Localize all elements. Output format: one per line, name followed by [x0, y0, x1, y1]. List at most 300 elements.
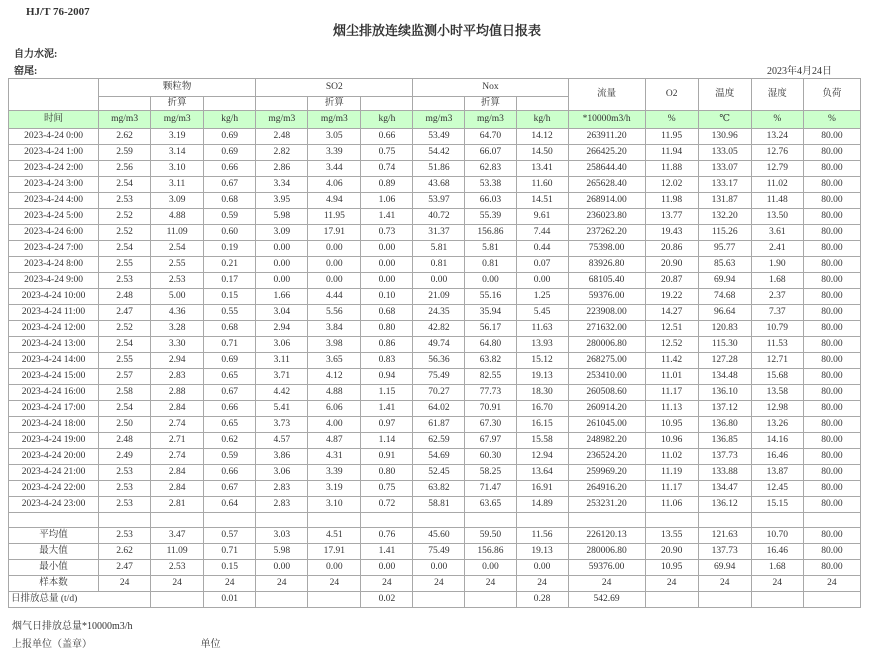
time-cell: 2023-4-24 22:00: [9, 481, 99, 497]
value-cell: 13.87: [751, 465, 803, 481]
value-cell: 2.83: [256, 481, 308, 497]
value-cell: 0.80: [361, 321, 413, 337]
value-cell: 0.62: [204, 433, 256, 449]
value-cell: 0.72: [361, 497, 413, 513]
value-cell: 0.00: [308, 560, 361, 576]
summary-label-cell: 样本数: [9, 576, 99, 592]
value-cell: 71.47: [465, 481, 516, 497]
value-cell: 0.69: [204, 145, 256, 161]
value-cell: 83926.80: [568, 257, 645, 273]
value-cell: 4.57: [256, 433, 308, 449]
value-cell: 80.00: [803, 257, 860, 273]
value-cell: 2.52: [99, 225, 151, 241]
value-cell: 80.00: [803, 497, 860, 513]
summary-label-cell: 最小值: [9, 560, 99, 576]
value-cell: 1.68: [751, 273, 803, 289]
value-cell: 271632.00: [568, 321, 645, 337]
blank-cell: [516, 97, 568, 111]
value-cell: 3.10: [151, 161, 204, 177]
value-cell: 13.58: [751, 385, 803, 401]
value-cell: 3.04: [256, 305, 308, 321]
value-cell: 64.80: [465, 337, 516, 353]
value-cell: 2.41: [751, 241, 803, 257]
value-cell: 11.17: [645, 481, 698, 497]
value-cell: 4.51: [308, 528, 361, 544]
value-cell: 0.86: [361, 337, 413, 353]
value-cell: 3.86: [256, 449, 308, 465]
data-row: [9, 321, 861, 337]
value-cell: 253231.20: [568, 497, 645, 513]
value-cell: 0.15: [204, 289, 256, 305]
value-cell: 0.55: [204, 305, 256, 321]
summary-label-cell: 最大值: [9, 544, 99, 560]
value-cell: 0.19: [204, 241, 256, 257]
value-cell: 2.94: [256, 321, 308, 337]
data-row: [9, 497, 861, 513]
value-cell: 11.19: [645, 465, 698, 481]
value-cell: 280006.80: [568, 544, 645, 560]
value-cell: 2.82: [256, 145, 308, 161]
data-row: [9, 337, 861, 353]
value-cell: 0.66: [204, 161, 256, 177]
value-cell: 11.09: [151, 544, 204, 560]
data-row: [9, 369, 861, 385]
value-cell: 0.67: [204, 481, 256, 497]
value-cell: 24: [204, 576, 256, 592]
value-cell: 2.59: [99, 145, 151, 161]
value-cell: 67.97: [465, 433, 516, 449]
value-cell: 4.12: [308, 369, 361, 385]
value-cell: 10.95: [645, 417, 698, 433]
value-cell: 2.84: [151, 481, 204, 497]
value-cell: 1.66: [256, 289, 308, 305]
value-cell: 3.44: [308, 161, 361, 177]
value-cell: 6.06: [308, 401, 361, 417]
value-cell: 7.37: [751, 305, 803, 321]
site-date-row: [8, 62, 866, 77]
value-cell: 24: [516, 576, 568, 592]
value-cell: 12.45: [751, 481, 803, 497]
value-cell: 0.59: [204, 449, 256, 465]
value-cell: 19.13: [516, 544, 568, 560]
value-cell: 80.00: [803, 560, 860, 576]
value-cell: 11.53: [751, 337, 803, 353]
value-cell: 2.55: [151, 257, 204, 273]
time-cell: 2023-4-24 20:00: [9, 449, 99, 465]
value-cell: 156.86: [465, 544, 516, 560]
time-header: 时间: [9, 111, 99, 129]
value-cell: 17.91: [308, 225, 361, 241]
value-cell: 1.06: [361, 193, 413, 209]
value-cell: 68105.40: [568, 273, 645, 289]
value-cell: 19.13: [516, 369, 568, 385]
value-cell: 0.66: [204, 401, 256, 417]
value-cell: 59376.00: [568, 289, 645, 305]
value-cell: 1.14: [361, 433, 413, 449]
value-cell: 80.00: [803, 273, 860, 289]
value-cell: 253410.00: [568, 369, 645, 385]
value-cell: 2.49: [99, 449, 151, 465]
value-cell: 5.98: [256, 544, 308, 560]
value-cell: 0.74: [361, 161, 413, 177]
value-cell: 85.63: [698, 257, 751, 273]
value-cell: 2.55: [99, 353, 151, 369]
value-cell: 3.11: [151, 177, 204, 193]
value-cell: 80.00: [803, 369, 860, 385]
data-row: [9, 305, 861, 321]
value-cell: 11.09: [151, 225, 204, 241]
page-title: 烟尘排放连续监测小时平均值日报表: [332, 23, 541, 38]
value-cell: 0.00: [413, 273, 465, 289]
time-cell: 2023-4-24 1:00: [9, 145, 99, 161]
value-cell: [803, 592, 860, 608]
value-cell: 2.53: [99, 193, 151, 209]
value-cell: 0.00: [516, 560, 568, 576]
value-cell: 280006.80: [568, 337, 645, 353]
value-cell: 15.68: [751, 369, 803, 385]
value-cell: [465, 513, 516, 528]
value-cell: 80.00: [803, 193, 860, 209]
value-cell: 52.45: [413, 465, 465, 481]
value-cell: 0.81: [413, 257, 465, 273]
data-row: [9, 257, 861, 273]
value-cell: 95.77: [698, 241, 751, 257]
value-cell: 1.68: [751, 560, 803, 576]
value-cell: 11.98: [645, 193, 698, 209]
unit-header: mg/m3: [465, 111, 516, 129]
value-cell: 12.79: [751, 161, 803, 177]
value-cell: 133.05: [698, 145, 751, 161]
value-cell: 137.73: [698, 449, 751, 465]
value-cell: [803, 513, 860, 528]
value-cell: 11.63: [516, 321, 568, 337]
value-cell: 0.65: [204, 417, 256, 433]
value-cell: 137.73: [698, 544, 751, 560]
value-cell: 24: [751, 576, 803, 592]
value-cell: 223908.00: [568, 305, 645, 321]
value-cell: 80.00: [803, 321, 860, 337]
value-cell: 0.64: [204, 497, 256, 513]
value-cell: 0.69: [204, 129, 256, 145]
value-cell: 2.53: [99, 528, 151, 544]
value-cell: 15.12: [516, 353, 568, 369]
value-cell: 21.09: [413, 289, 465, 305]
value-cell: [413, 592, 465, 608]
value-cell: 80.00: [803, 161, 860, 177]
value-cell: 1.41: [361, 209, 413, 225]
data-row: [9, 289, 861, 305]
value-cell: 75.49: [413, 369, 465, 385]
value-cell: 4.42: [256, 385, 308, 401]
value-cell: 3.30: [151, 337, 204, 353]
blank-cell: [256, 97, 308, 111]
value-cell: 12.76: [751, 145, 803, 161]
value-cell: 3.09: [151, 193, 204, 209]
value-cell: [751, 592, 803, 608]
value-cell: 7.44: [516, 225, 568, 241]
time-cell: 2023-4-24 11:00: [9, 305, 99, 321]
value-cell: 268275.00: [568, 353, 645, 369]
value-cell: 268914.00: [568, 193, 645, 209]
value-cell: 54.69: [413, 449, 465, 465]
unit-header: ℃: [698, 111, 751, 129]
value-cell: 24: [308, 576, 361, 592]
value-cell: 5.00: [151, 289, 204, 305]
value-cell: 0.07: [516, 257, 568, 273]
value-cell: 4.88: [308, 385, 361, 401]
value-cell: 120.83: [698, 321, 751, 337]
value-cell: 59376.00: [568, 560, 645, 576]
unit-header: kg/h: [204, 111, 256, 129]
value-cell: 0.68: [204, 321, 256, 337]
value-cell: 80.00: [803, 289, 860, 305]
value-cell: 0.80: [361, 465, 413, 481]
value-cell: 236023.80: [568, 209, 645, 225]
value-cell: 0.00: [361, 257, 413, 273]
value-cell: 80.00: [803, 209, 860, 225]
value-cell: 265628.40: [568, 177, 645, 193]
value-cell: 59.50: [465, 528, 516, 544]
value-cell: 80.00: [803, 225, 860, 241]
value-cell: 2.54: [99, 337, 151, 353]
value-cell: 1.41: [361, 401, 413, 417]
value-cell: 80.00: [803, 528, 860, 544]
value-cell: 2.58: [99, 385, 151, 401]
data-row: [9, 401, 861, 417]
value-cell: 69.94: [698, 273, 751, 289]
value-cell: [698, 592, 751, 608]
value-cell: 226120.13: [568, 528, 645, 544]
value-cell: 2.37: [751, 289, 803, 305]
value-cell: 127.28: [698, 353, 751, 369]
value-cell: 1.15: [361, 385, 413, 401]
value-cell: 43.68: [413, 177, 465, 193]
value-cell: 236524.20: [568, 449, 645, 465]
value-cell: 4.06: [308, 177, 361, 193]
blank-cell: [99, 97, 151, 111]
value-cell: 0.68: [204, 193, 256, 209]
value-cell: 260508.60: [568, 385, 645, 401]
value-cell: 12.71: [751, 353, 803, 369]
flue-gas-total-label: 烟气日排放总量*10000m3/h: [12, 621, 133, 632]
unit-header: mg/m3: [413, 111, 465, 129]
value-cell: 24: [568, 576, 645, 592]
time-cell: 2023-4-24 12:00: [9, 321, 99, 337]
value-cell: 62.83: [465, 161, 516, 177]
unit-header: mg/m3: [256, 111, 308, 129]
value-cell: 80.00: [803, 433, 860, 449]
value-cell: 19.22: [645, 289, 698, 305]
value-cell: 24: [256, 576, 308, 592]
value-cell: 0.44: [516, 241, 568, 257]
data-row: [9, 433, 861, 449]
value-cell: 0.75: [361, 145, 413, 161]
value-cell: 96.64: [698, 305, 751, 321]
data-row: [9, 225, 861, 241]
value-cell: 131.87: [698, 193, 751, 209]
value-cell: 0.00: [256, 273, 308, 289]
data-row: [9, 353, 861, 369]
value-cell: 3.98: [308, 337, 361, 353]
value-cell: 136.80: [698, 417, 751, 433]
value-cell: 80.00: [803, 449, 860, 465]
value-cell: 0.60: [204, 225, 256, 241]
value-cell: 0.00: [308, 273, 361, 289]
data-row: [9, 241, 861, 257]
unit-label: 单位: [200, 639, 221, 650]
data-row: [9, 417, 861, 433]
value-cell: 2.53: [151, 560, 204, 576]
value-cell: 3.11: [256, 353, 308, 369]
value-cell: 18.30: [516, 385, 568, 401]
value-cell: 132.20: [698, 209, 751, 225]
data-row: [9, 209, 861, 225]
value-cell: 3.39: [308, 465, 361, 481]
value-cell: 261045.00: [568, 417, 645, 433]
time-cell: 2023-4-24 19:00: [9, 433, 99, 449]
value-cell: 3.39: [308, 145, 361, 161]
value-cell: 0.15: [204, 560, 256, 576]
unit-header: kg/h: [361, 111, 413, 129]
value-cell: 3.61: [751, 225, 803, 241]
value-cell: 264916.20: [568, 481, 645, 497]
units-row: [9, 111, 861, 129]
value-cell: 63.65: [465, 497, 516, 513]
value-cell: 0.83: [361, 353, 413, 369]
value-cell: 121.63: [698, 528, 751, 544]
time-cell: 2023-4-24 16:00: [9, 385, 99, 401]
value-cell: 80.00: [803, 177, 860, 193]
value-cell: [151, 513, 204, 528]
value-cell: 3.73: [256, 417, 308, 433]
value-cell: 0.89: [361, 177, 413, 193]
value-cell: 2.47: [99, 560, 151, 576]
value-cell: 3.10: [308, 497, 361, 513]
value-cell: 134.47: [698, 481, 751, 497]
value-cell: 115.30: [698, 337, 751, 353]
value-cell: 0.97: [361, 417, 413, 433]
value-cell: 259969.20: [568, 465, 645, 481]
value-cell: 2.54: [99, 241, 151, 257]
value-cell: 0.66: [361, 129, 413, 145]
value-cell: [568, 513, 645, 528]
data-row: [9, 273, 861, 289]
value-cell: 13.41: [516, 161, 568, 177]
value-cell: 4.31: [308, 449, 361, 465]
value-cell: 2.84: [151, 401, 204, 417]
col-header-temperature: 温度: [698, 79, 751, 111]
value-cell: 133.07: [698, 161, 751, 177]
converted-header-pm: 折算: [151, 97, 204, 111]
blank-cell: [361, 97, 413, 111]
value-cell: 11.17: [645, 385, 698, 401]
value-cell: 10.96: [645, 433, 698, 449]
value-cell: 67.30: [465, 417, 516, 433]
value-cell: 266425.20: [568, 145, 645, 161]
value-cell: 3.19: [308, 481, 361, 497]
data-row: [9, 465, 861, 481]
value-cell: 24: [698, 576, 751, 592]
value-cell: 24: [361, 576, 413, 592]
value-cell: 156.86: [465, 225, 516, 241]
col-header-load: 负荷: [803, 79, 860, 111]
value-cell: 2.53: [99, 273, 151, 289]
value-cell: 13.24: [751, 129, 803, 145]
value-cell: 2.50: [99, 417, 151, 433]
value-cell: 260914.20: [568, 401, 645, 417]
value-cell: 54.42: [413, 145, 465, 161]
value-cell: 49.74: [413, 337, 465, 353]
time-cell: 2023-4-24 14:00: [9, 353, 99, 369]
value-cell: [698, 513, 751, 528]
data-row: [9, 129, 861, 145]
value-cell: 11.94: [645, 145, 698, 161]
value-cell: 0.67: [204, 177, 256, 193]
value-cell: 12.98: [751, 401, 803, 417]
value-cell: 0.76: [361, 528, 413, 544]
unit-header: *10000m3/h: [568, 111, 645, 129]
value-cell: 74.68: [698, 289, 751, 305]
summary-row: [9, 576, 861, 592]
value-cell: 53.38: [465, 177, 516, 193]
time-cell: 2023-4-24 0:00: [9, 129, 99, 145]
value-cell: 134.48: [698, 369, 751, 385]
value-cell: [645, 592, 698, 608]
col-header-o2: O2: [645, 79, 698, 111]
value-cell: 2.74: [151, 449, 204, 465]
value-cell: 133.88: [698, 465, 751, 481]
time-cell: 2023-4-24 9:00: [9, 273, 99, 289]
time-cell: 2023-4-24 5:00: [9, 209, 99, 225]
time-cell: 2023-4-24 10:00: [9, 289, 99, 305]
value-cell: 0.67: [204, 385, 256, 401]
value-cell: 42.82: [413, 321, 465, 337]
unit-header: mg/m3: [308, 111, 361, 129]
value-cell: 14.51: [516, 193, 568, 209]
value-cell: 80.00: [803, 481, 860, 497]
value-cell: 15.58: [516, 433, 568, 449]
value-cell: 60.30: [465, 449, 516, 465]
value-cell: 0.81: [465, 257, 516, 273]
value-cell: 3.34: [256, 177, 308, 193]
unit-header: %: [803, 111, 860, 129]
value-cell: 0.01: [204, 592, 256, 608]
value-cell: [751, 513, 803, 528]
value-cell: 2.48: [99, 433, 151, 449]
value-cell: [465, 592, 516, 608]
value-cell: 3.65: [308, 353, 361, 369]
value-cell: 13.77: [645, 209, 698, 225]
value-cell: 0.94: [361, 369, 413, 385]
value-cell: 80.00: [803, 401, 860, 417]
value-cell: 24: [99, 576, 151, 592]
value-cell: 0.71: [204, 544, 256, 560]
value-cell: 2.54: [99, 401, 151, 417]
value-cell: 16.70: [516, 401, 568, 417]
value-cell: 0.73: [361, 225, 413, 241]
value-cell: 20.87: [645, 273, 698, 289]
value-cell: 4.00: [308, 417, 361, 433]
value-cell: 77.73: [465, 385, 516, 401]
value-cell: 0.02: [361, 592, 413, 608]
value-cell: 13.50: [751, 209, 803, 225]
value-cell: [308, 513, 361, 528]
value-cell: 0.17: [204, 273, 256, 289]
value-cell: 11.02: [645, 449, 698, 465]
reporting-unit-label: 上报单位（盖章）: [12, 639, 92, 650]
data-row: [9, 177, 861, 193]
data-row: [9, 161, 861, 177]
